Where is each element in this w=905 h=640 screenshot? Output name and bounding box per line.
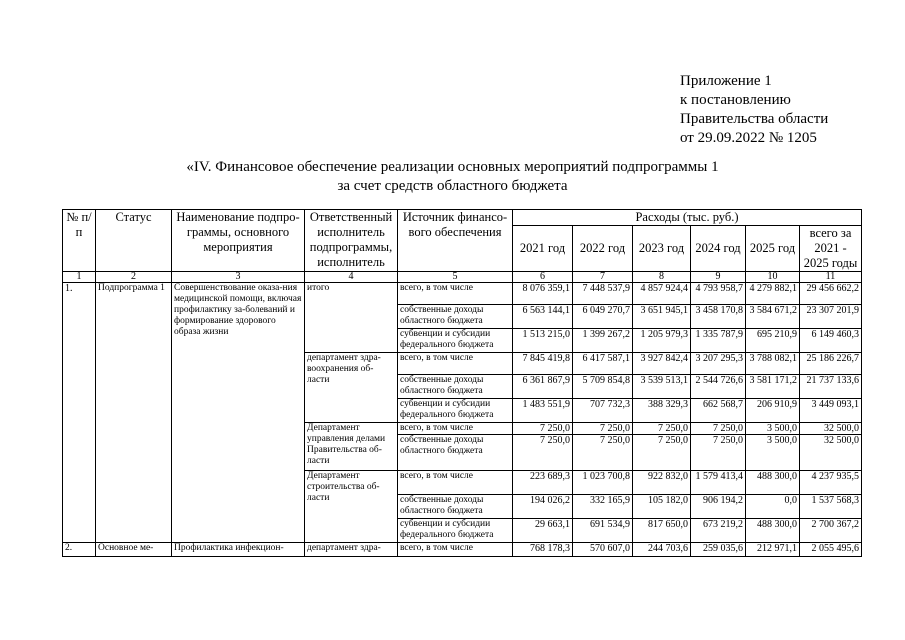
- value-cell: 7 250,0: [691, 423, 746, 435]
- col-number: 4: [305, 272, 398, 283]
- value-cell: 488 300,0: [746, 471, 800, 495]
- value-cell: 768 178,3: [513, 543, 573, 557]
- row-source: всего, в том числе: [398, 543, 513, 557]
- value-cell: 6 361 867,9: [513, 375, 573, 399]
- value-cell: 6 417 587,1: [573, 353, 633, 375]
- value-cell: 25 186 226,7: [800, 353, 862, 375]
- value-cell: 5 709 854,8: [573, 375, 633, 399]
- value-cell: 2 544 726,6: [691, 375, 746, 399]
- value-cell: 259 035,6: [691, 543, 746, 557]
- col-number: 3: [172, 272, 305, 283]
- value-cell: 388 329,3: [633, 399, 691, 423]
- row-source: собственные доходы областного бюджета: [398, 375, 513, 399]
- header-expenses: Расходы (тыс. руб.): [513, 210, 862, 226]
- value-cell: 673 219,2: [691, 519, 746, 543]
- value-cell: 32 500,0: [800, 423, 862, 435]
- row-number: 1.: [63, 283, 96, 543]
- heading-line-1: «IV. Финансовое обеспечение реализации основных мероприятий подпрограммы 1: [186, 159, 719, 175]
- value-cell: 7 845 419,8: [513, 353, 573, 375]
- row-executor: департамент здра-воохранения об-ласти: [305, 353, 398, 423]
- col-number: 2: [96, 272, 172, 283]
- value-cell: 29 456 662,2: [800, 283, 862, 305]
- col-number: 11: [800, 272, 862, 283]
- header-year: 2022 год: [573, 226, 633, 272]
- value-cell: 4 237 935,5: [800, 471, 862, 495]
- row-source: субвенции и субсидии федерального бюджета: [398, 329, 513, 353]
- value-cell: 6 049 270,7: [573, 305, 633, 329]
- value-cell: 4 793 958,7: [691, 283, 746, 305]
- value-cell: 2 055 495,6: [800, 543, 862, 557]
- value-cell: 7 250,0: [633, 423, 691, 435]
- row-executor: Департамент строительства об-ласти: [305, 471, 398, 543]
- row-source: собственные доходы областного бюджета: [398, 495, 513, 519]
- header-year: 2025 год: [746, 226, 800, 272]
- appendix-line: от 29.09.2022 № 1205: [680, 130, 817, 146]
- col-number: 1: [63, 272, 96, 283]
- value-cell: 707 732,3: [573, 399, 633, 423]
- value-cell: 3 207 295,3: [691, 353, 746, 375]
- header-source: Источник финансо-вого обеспечения: [398, 210, 513, 272]
- value-cell: 105 182,0: [633, 495, 691, 519]
- value-cell: 332 165,9: [573, 495, 633, 519]
- header-year: 2024 год: [691, 226, 746, 272]
- value-cell: 6 149 460,3: [800, 329, 862, 353]
- header-year: 2023 год: [633, 226, 691, 272]
- value-cell: 3 651 945,1: [633, 305, 691, 329]
- value-cell: 206 910,9: [746, 399, 800, 423]
- header-num: № п/п: [63, 210, 96, 272]
- value-cell: 3 449 093,1: [800, 399, 862, 423]
- row-executor: итого: [305, 283, 398, 353]
- value-cell: 1 205 979,3: [633, 329, 691, 353]
- row-source: субвенции и субсидии федерального бюджета: [398, 399, 513, 423]
- col-number: 8: [633, 272, 691, 283]
- value-cell: 488 300,0: [746, 519, 800, 543]
- header-executor: Ответственный исполнитель подпрограммы, исполнитель: [305, 210, 398, 272]
- value-cell: 7 250,0: [691, 435, 746, 471]
- value-cell: 3 788 082,1: [746, 353, 800, 375]
- value-cell: 23 307 201,9: [800, 305, 862, 329]
- row-number: 2.: [63, 543, 96, 557]
- row-name: Совершенствование оказа-ния медицинской помощи, включая профилактику за-болеваний и формирование здорового образа жизни: [172, 283, 305, 543]
- row-source: всего, в том числе: [398, 353, 513, 375]
- value-cell: 3 500,0: [746, 435, 800, 471]
- value-cell: 3 581 171,2: [746, 375, 800, 399]
- value-cell: 0,0: [746, 495, 800, 519]
- value-cell: 4 279 882,1: [746, 283, 800, 305]
- col-number: 10: [746, 272, 800, 283]
- row-status: Основное ме-: [96, 543, 172, 557]
- value-cell: 906 194,2: [691, 495, 746, 519]
- value-cell: 817 650,0: [633, 519, 691, 543]
- value-cell: 1 023 700,8: [573, 471, 633, 495]
- col-number: 9: [691, 272, 746, 283]
- row-name: Профилактика инфекцион-: [172, 543, 305, 557]
- value-cell: 244 703,6: [633, 543, 691, 557]
- value-cell: 3 927 842,4: [633, 353, 691, 375]
- row-source: всего, в том числе: [398, 423, 513, 435]
- value-cell: 7 250,0: [513, 423, 573, 435]
- value-cell: 29 663,1: [513, 519, 573, 543]
- value-cell: 6 563 144,1: [513, 305, 573, 329]
- row-executor: Департамент управления делами Правительства об-ласти: [305, 423, 398, 471]
- value-cell: 1 513 215,0: [513, 329, 573, 353]
- value-cell: 223 689,3: [513, 471, 573, 495]
- row-status: Подпрограмма 1: [96, 283, 172, 543]
- value-cell: 691 534,9: [573, 519, 633, 543]
- value-cell: 32 500,0: [800, 435, 862, 471]
- row-source: собственные доходы областного бюджета: [398, 305, 513, 329]
- value-cell: 194 026,2: [513, 495, 573, 519]
- value-cell: 1 483 551,9: [513, 399, 573, 423]
- value-cell: 212 971,1: [746, 543, 800, 557]
- row-source: всего, в том числе: [398, 283, 513, 305]
- header-name: Наименование подпро-граммы, основного мероприятия: [172, 210, 305, 272]
- value-cell: 3 500,0: [746, 423, 800, 435]
- heading-line-2: за счет средств областного бюджета: [337, 178, 568, 194]
- value-cell: 21 737 133,6: [800, 375, 862, 399]
- financing-table: [62, 209, 862, 557]
- value-cell: 570 607,0: [573, 543, 633, 557]
- header-total: всего за 2021 - 2025 годы: [800, 226, 862, 272]
- value-cell: 2 700 367,2: [800, 519, 862, 543]
- appendix-line: Приложение 1: [680, 73, 772, 89]
- col-number: 7: [573, 272, 633, 283]
- value-cell: 7 250,0: [633, 435, 691, 471]
- value-cell: 7 250,0: [573, 423, 633, 435]
- col-number: 6: [513, 272, 573, 283]
- table-row: [63, 283, 862, 305]
- row-source: субвенции и субсидии федерального бюджета: [398, 519, 513, 543]
- header-year: 2021 год: [513, 226, 573, 272]
- value-cell: 4 857 924,4: [633, 283, 691, 305]
- row-executor: департамент здра-: [305, 543, 398, 557]
- value-cell: 922 832,0: [633, 471, 691, 495]
- value-cell: 1 537 568,3: [800, 495, 862, 519]
- value-cell: 7 448 537,9: [573, 283, 633, 305]
- header-status: Статус: [96, 210, 172, 272]
- appendix-line: к постановлению: [680, 92, 791, 108]
- value-cell: 8 076 359,1: [513, 283, 573, 305]
- document-heading: [0, 158, 905, 196]
- value-cell: 662 568,7: [691, 399, 746, 423]
- table-row: [63, 543, 862, 557]
- appendix-block: [680, 72, 828, 148]
- value-cell: 7 250,0: [573, 435, 633, 471]
- value-cell: 3 458 170,8: [691, 305, 746, 329]
- col-number: 5: [398, 272, 513, 283]
- value-cell: 1 579 413,4: [691, 471, 746, 495]
- row-source: собственные доходы областного бюджета: [398, 435, 513, 471]
- value-cell: 3 539 513,1: [633, 375, 691, 399]
- appendix-line: Правительства области: [680, 111, 829, 127]
- row-source: всего, в том числе: [398, 471, 513, 495]
- value-cell: 1 399 267,2: [573, 329, 633, 353]
- value-cell: 3 584 671,2: [746, 305, 800, 329]
- value-cell: 695 210,9: [746, 329, 800, 353]
- value-cell: 7 250,0: [513, 435, 573, 471]
- value-cell: 1 335 787,9: [691, 329, 746, 353]
